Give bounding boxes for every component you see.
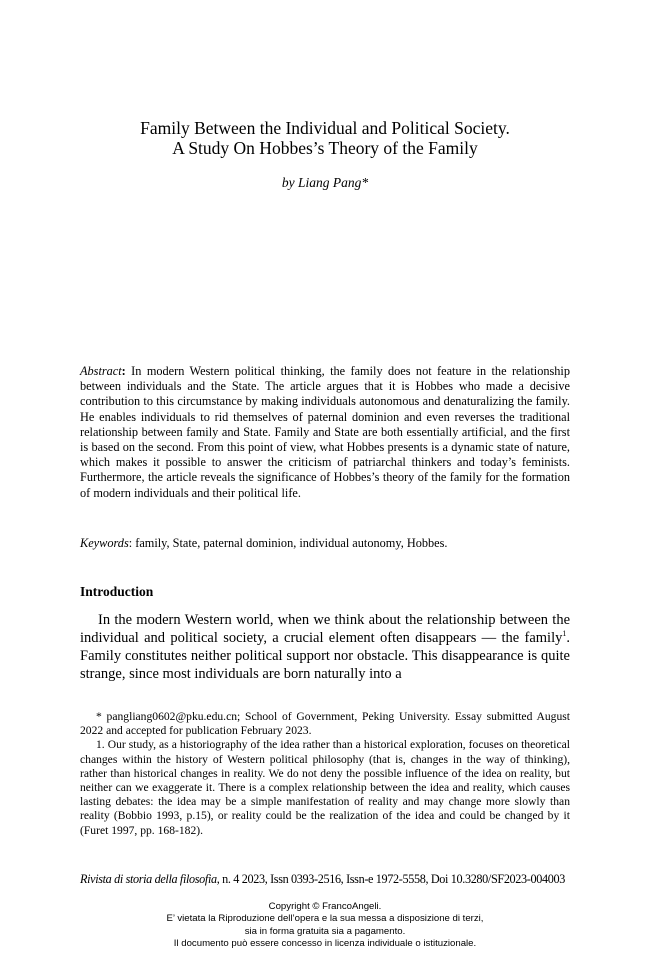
journal-citation xyxy=(80,872,580,887)
abstract-text: In modern Western political thinking, the family does not feature in the relationship between individuals and the State. The article argues that it is Hobbes who made a decisive contribution to this circumstance by making individuals autonomous and denaturalizing the family. He enables individuals to rid themselves of paternal dominion and even reverses the traditional relationship between family and State. Family and State are both essentially artificial, and the first is based on the second. From this point of view, what Hobbes presents is a dynamic state of nature, which makes it possible to answer the criticism of patriarchal thinkers and today’s feminists. Furthermore, the article reveals the significance of Hobbes’s theory of the family for the formation of modern individuals and their political life. xyxy=(80,364,570,500)
copyright-line-1: Copyright © FrancoAngeli. xyxy=(268,901,382,912)
article-title-line-2: A Study On Hobbes’s Theory of the Family xyxy=(172,138,478,158)
intro-text-after-note: . Family constitutes neither political support nor obstacle. This disappearance is quite strange, since most individuals are born naturally into a xyxy=(80,630,570,682)
article-title-line-1: Family Between the Individual and Political Society. xyxy=(140,118,510,138)
author-footnote: * pangliang0602@pku.edu.cn; School of Government, Peking University. Essay submitted August 2022 and accepted for publication February 2023. xyxy=(80,710,570,738)
intro-paragraph xyxy=(80,611,570,683)
copyright-line-3: sia in forma gratuita sia a pagamento. xyxy=(244,925,406,937)
copyright-line-4: Il documento può essere concesso in licenza individuale o istituzionale. xyxy=(173,938,477,950)
keywords-text: : family, State, paternal dominion, individual autonomy, Hobbes. xyxy=(128,536,448,550)
intro-text-before-note: In the modern Western world, when we think about the relationship between the individual and political society, a crucial element often disappears — the family xyxy=(80,612,570,646)
article-title xyxy=(80,118,570,158)
abstract-colon: : xyxy=(121,364,126,378)
journal-name: Rivista di storia della filosofia xyxy=(80,872,217,886)
author-byline: by Liang Pang* xyxy=(281,175,369,190)
section-heading: Introduction xyxy=(80,584,154,599)
copyright-notice xyxy=(40,901,610,951)
copyright-line-2: E’ vietata la Riproduzione dell’opera e la sua messa a disposizione di terzi, xyxy=(166,913,484,925)
keywords-label: Keywords xyxy=(80,536,129,550)
abstract-label: Abstract xyxy=(80,364,122,378)
keywords xyxy=(80,536,570,551)
footnotes xyxy=(80,710,570,838)
citation-details: , n. 4 2023, Issn 0393-2516, Issn-e 1972-5558, Doi 10.3280/SF2023-004003 xyxy=(216,872,565,886)
footnote-1: 1. Our study, as a historiography of the idea rather than a historical exploration, focuses on theoretical changes within the history of Western political philosophy (that is, changes in the way of thinking), rather than historical changes in reality. We do not deny the possible influence of the idea on reality, but neither can we exaggerate it. There is a complex relationship between the idea and reality, which causes lasting debates: the idea may be a simple manifestation of reality and may change more slowly than reality (Bobbio 1993, p.15), or reality could be the realization of the idea and could be changed by it (Furet 1997, pp. 168-182). xyxy=(80,738,570,837)
footnote-ref-1[interactable]: 1 xyxy=(562,629,567,639)
abstract xyxy=(80,364,570,501)
